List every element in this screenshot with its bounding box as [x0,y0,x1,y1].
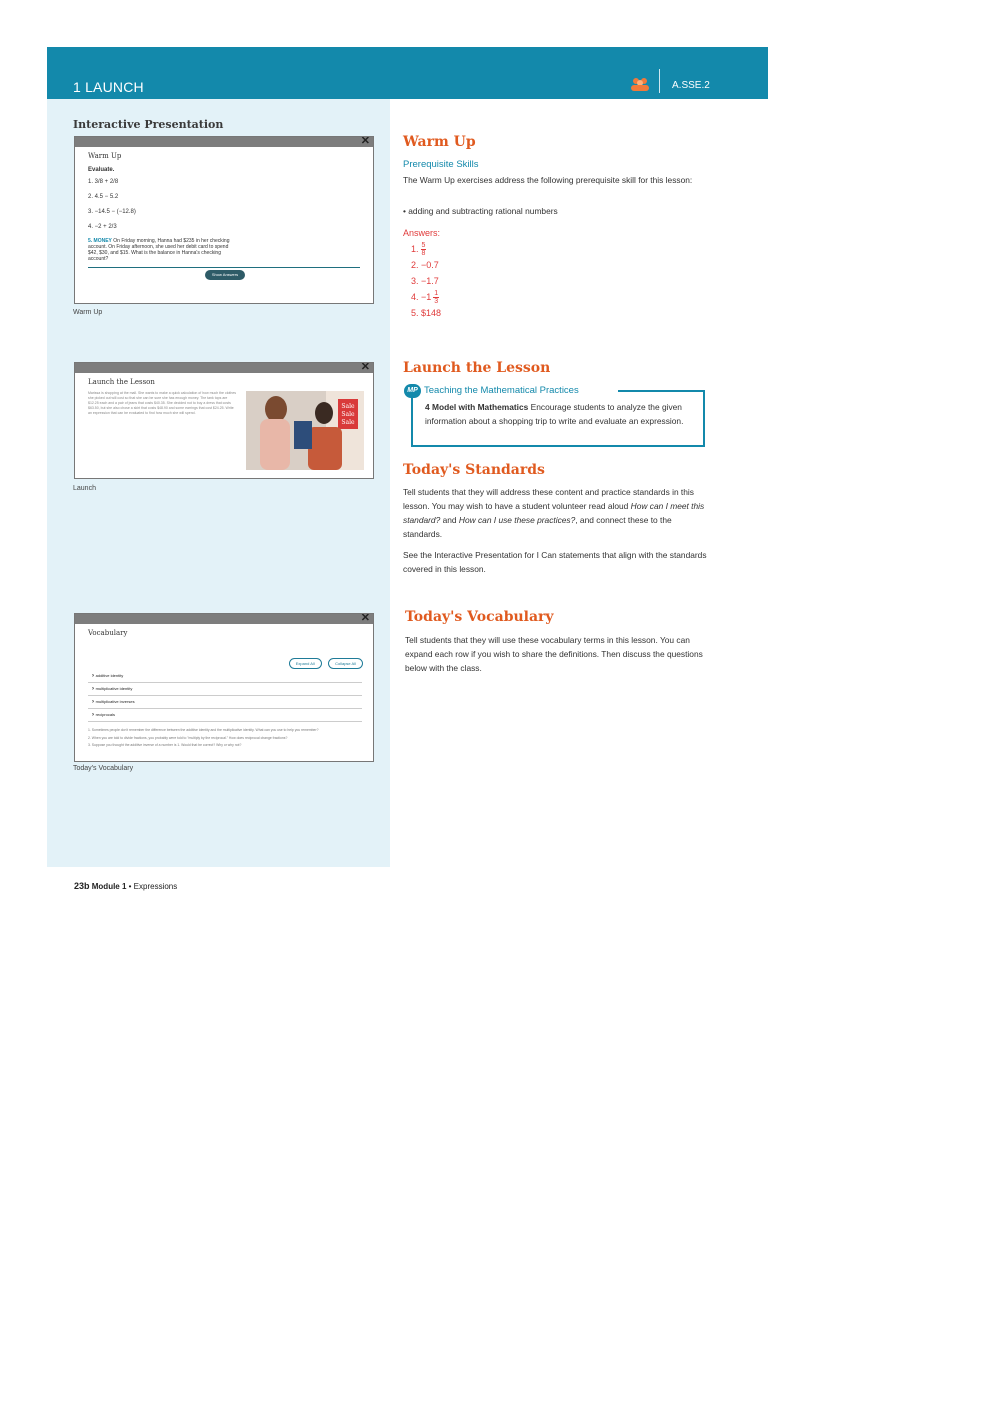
problem-5 [88,238,238,262]
vocab-row[interactable]: › reciprocals [88,709,362,722]
svg-text:Sale: Sale [341,419,355,426]
warm-up-screen [74,136,374,304]
screen-titlebar [75,363,373,373]
vocabulary-text: Tell students that they will use these vocabulary terms in this lesson. You can expand each row if you wish to share the definitions. Then discuss the questions below with the class. [405,635,703,673]
vocabulary-screen [74,613,374,762]
problem-5-text: On Friday morning, Hanna had $235 in her checking account. On Friday afternoon, she used her debit card to spend $42, $30, and $15. What is the balance in Hanna's checking account? [88,238,230,262]
fraction [421,242,427,257]
interactive-presentation-panel [47,99,390,867]
answer-3: 3. −1.7 [411,276,439,286]
text: , and connect these to the standards. [403,515,672,539]
vocab-row[interactable]: › multiplicative identity [88,683,362,696]
module-label: Module 1 [91,882,127,891]
vocab-question: 3. Suppose you thought the additive inverse of a number is 1. Would that be correct? Why or why not? [88,743,242,747]
math-practice-label: Teaching the Mathematical Practices [424,385,579,396]
problem-1: 1. 3/8 + 2/8 [88,179,119,185]
close-icon[interactable]: ✕ [360,613,370,624]
answers-label: Answers: [403,228,441,238]
practice-description: Encourage students to analyze the given information about a shopping trip to write and evaluate an expression. [425,402,684,426]
answer-2: 2. −0.7 [411,260,439,270]
page-footer [74,881,177,891]
divider [88,267,360,268]
vocab-question: 2. When you are told to divide fractions, you probably were told to "multiply by the reciprocal." How does reciprocal change fractions? [88,735,288,740]
vocab-row[interactable]: › additive identity [88,670,362,683]
problem-2: 2. 4.5 − 5.2 [88,194,119,200]
warm-up-text: The Warm Up exercises address the following prerequisite skill for this lesson: [403,175,693,185]
launch-heading: Launch the Lesson [403,360,551,376]
screen-titlebar [75,614,373,624]
people-group-icon [630,76,650,92]
standards-paragraph-2: See the Interactive Presentation for I Can statements that align with the standards covered in this lesson. [403,550,707,574]
svg-text:Sale: Sale [341,411,355,418]
prerequisite-bullet: • adding and subtracting rational numbers [403,206,558,216]
math-practice-text [425,400,700,428]
caption-warm-up: Warm Up [73,309,103,316]
question-2: How can I use these practices? [458,515,576,525]
close-icon[interactable]: ✕ [360,136,370,147]
practice-name: 4 Model with Mathematics [425,402,529,412]
show-answers-button[interactable]: Show Answers [205,270,245,280]
question-1: How can I meet this standard? [403,501,705,525]
panel-heading: Interactive Presentation [73,118,224,131]
shopping-photo [246,391,364,470]
problem-5-label: 5. MONEY [88,238,112,244]
section-title: 1 LAUNCH [73,79,144,95]
text: and [440,515,459,525]
screen-titlebar [75,137,373,147]
standards-paragraph-1 [403,485,708,541]
answer-1-label: 1. [411,244,419,254]
prerequisite-skills-heading: Prerequisite Skills [403,159,479,170]
box-top-line [618,390,705,392]
caption-launch: Launch [73,485,96,492]
math-practice-icon: MP [404,384,421,398]
answer-1 [411,241,441,257]
caption-vocabulary: Today's Vocabulary [73,765,134,772]
screen-title: Warm Up [88,152,122,160]
launch-screen [74,362,374,479]
fraction [433,290,439,305]
answer-4 [411,289,441,305]
screen-title: Launch the Lesson [88,378,155,386]
problem-4: 4. −2 + 2/3 [88,224,117,230]
problem-3: 3. −14.5 − (−12.8) [88,209,136,215]
denominator: 3 [434,297,439,305]
answers-list [411,241,441,321]
screen-title: Vocabulary [88,629,128,637]
answer-4-label: 4. −1 [411,292,432,302]
answer-5: 5. $148 [411,308,442,318]
standards-heading: Today's Standards [403,462,545,478]
header-divider [659,69,660,93]
denominator: 8 [421,249,426,257]
svg-text:Sale: Sale [341,403,355,410]
expand-all-button[interactable]: Expand All [289,658,322,669]
numerator: 1 [434,289,439,297]
collapse-all-button[interactable]: Collapse All [328,658,363,669]
vocab-question: 1. Sometimes people don't remember the difference between the additive identity and the multiplicative identity. What can you use to help you remember? [88,728,319,732]
header-band [47,47,768,99]
vocabulary-heading: Today's Vocabulary [405,609,554,625]
warm-up-heading: Warm Up [403,134,476,150]
text: Tell students that they will address these content and practice standards in this lesson. You may wish to have a student volunteer read aloud [403,487,694,511]
vocab-row[interactable]: › multiplicative inverses [88,696,362,709]
close-icon[interactable]: ✕ [360,362,370,373]
numerator: 5 [421,241,426,249]
page-number: 23b [74,881,90,891]
standard-code: A.SSE.2 [672,80,710,91]
launch-text: Marissa is shopping at the mall. She wants to make a quick calculation of how much the clothes she picked out will cost so that she can be sure she has enough money. The tank tops are $12.25 each and a pair of jeans that costs $40.35. She decided not to buy a dress that costs $63.50, but she also chose a skirt that costs $48.90 and some earrings that cost $24.25. Write an expression that can be evaluated to find how much she will spend. [88,391,237,415]
module-name: Expressions [133,882,178,891]
separator: • [126,882,134,891]
instruction: Evaluate. [88,167,115,173]
